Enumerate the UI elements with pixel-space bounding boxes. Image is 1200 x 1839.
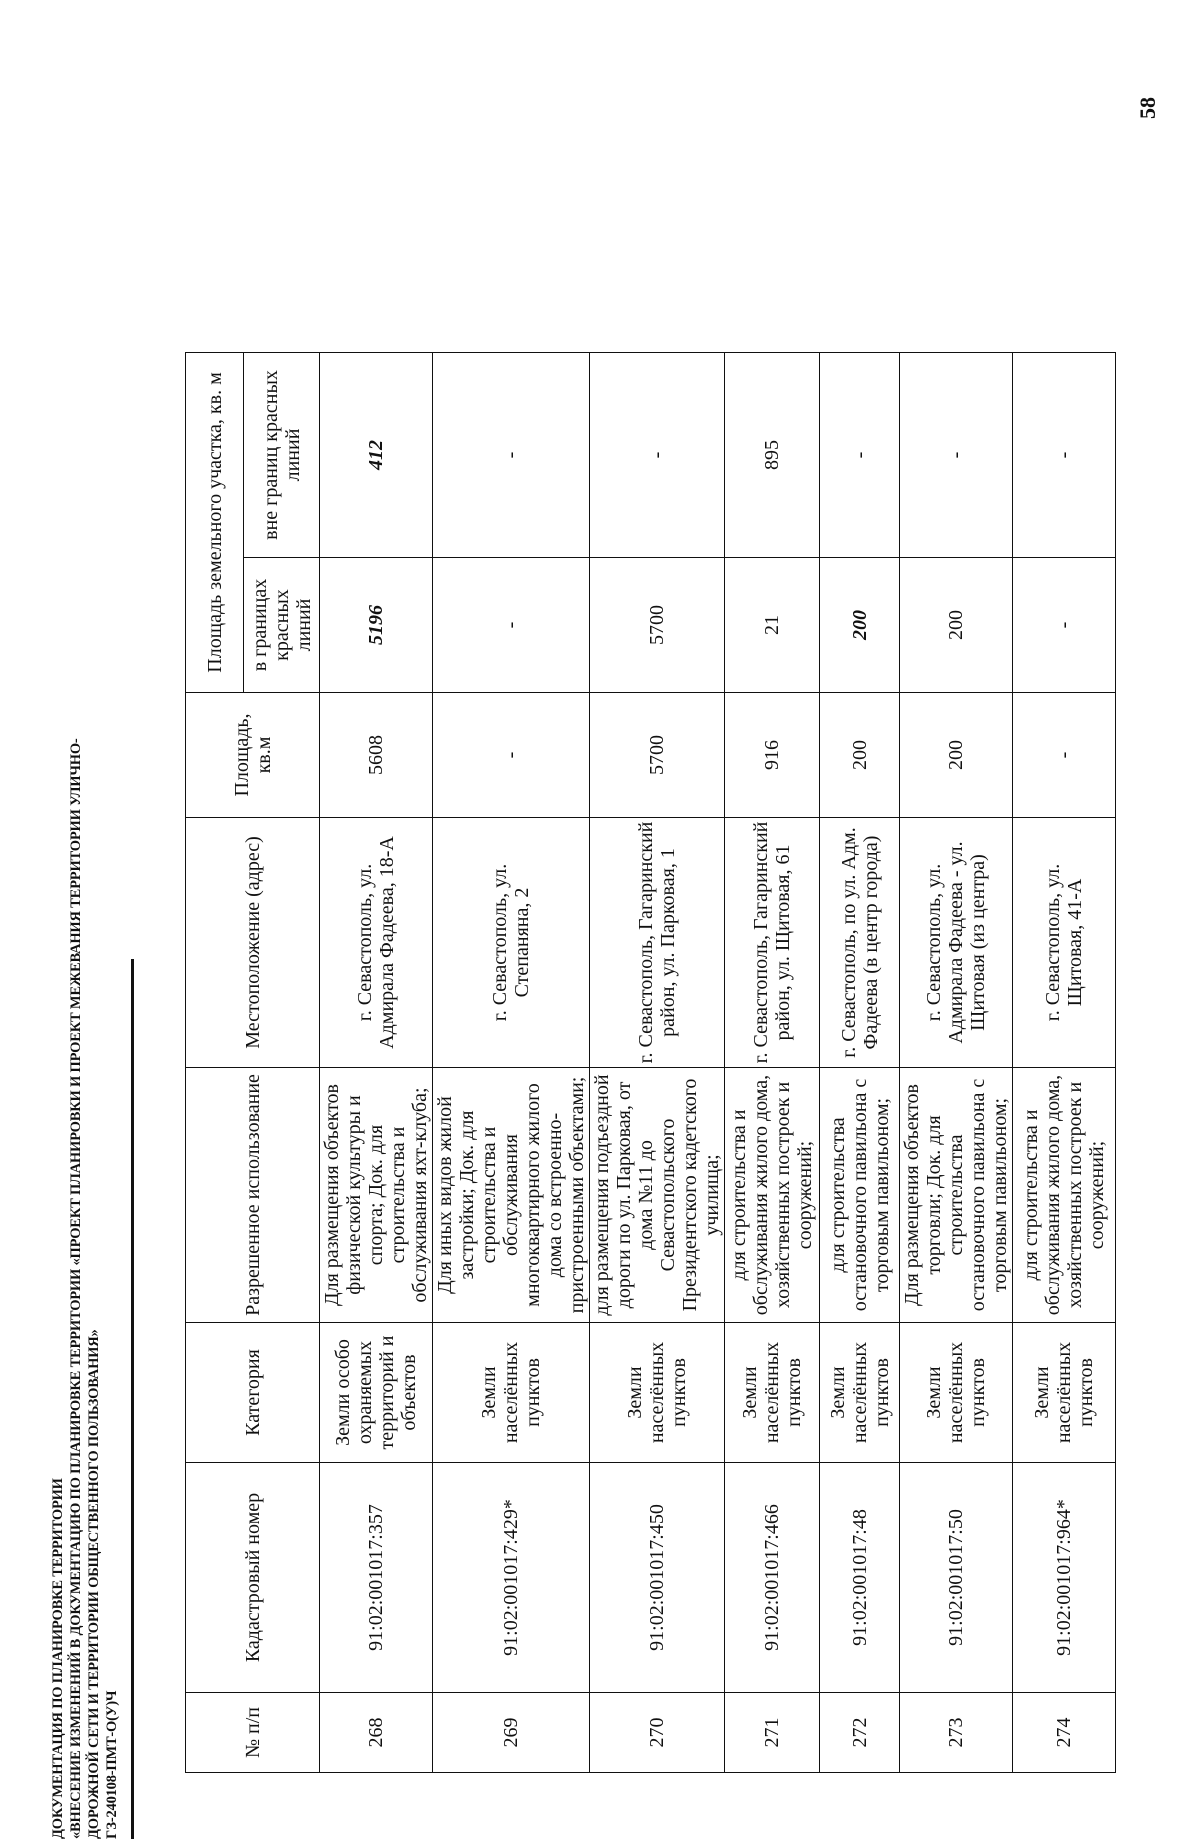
header-inside-red-lines: в границах красных линий	[244, 558, 320, 693]
cell-inside: -	[433, 558, 590, 693]
cell-cadastral: 91:02:001017:357	[320, 1463, 433, 1693]
page-number: 58	[1135, 97, 1160, 119]
header-num: № п/п	[186, 1693, 320, 1773]
cell-num: 269	[433, 1693, 590, 1773]
table-row	[900, 352, 1013, 1772]
header-location: Местоположение (адрес)	[186, 818, 320, 1068]
cell-cadastral: 91:02:001017:50	[900, 1463, 1013, 1693]
cell-area: 916	[725, 693, 820, 818]
cell-area: 200	[820, 693, 900, 818]
cell-area: -	[433, 693, 590, 818]
cell-area: 5608	[320, 693, 433, 818]
header-line-2: «ВНЕСЕНИЕ ИЗМЕНЕНИЙ В ДОКУМЕНТАЦИЮ ПО ПЛАНИРОВКЕ ТЕРРИТОРИИ «ПРОЕКТ ПЛАНИРОВКИ И ПРОЕКТ МЕЖЕВАНИЯ ТЕРРИТОРИИ УЛИЧНО-	[68, 738, 84, 1839]
cell-cadastral: 91:02:001017:466	[725, 1463, 820, 1693]
cell-num: 268	[320, 1693, 433, 1773]
cell-category: Земли населённых пунктов	[820, 1323, 900, 1463]
header-area: Площадь, кв.м	[186, 693, 320, 818]
header-land-area: Площадь земельного участка, кв. м	[186, 352, 244, 692]
cell-location: г. Севастополь, ул. Адмирала Фадеева - ул. Щитовая (из центра)	[900, 818, 1013, 1068]
cell-num: 270	[590, 1693, 725, 1773]
cell-area: 5700	[590, 693, 725, 818]
cell-usage: для строительства и обслуживания жилого дома, хозяйственных построек и сооружений;	[1013, 1068, 1116, 1323]
cell-location: г. Севастополь, ул. Адмирала Фадеева, 18-А	[320, 818, 433, 1068]
cell-category: Земли населённых пунктов	[900, 1323, 1013, 1463]
cell-category: Земли населённых пунктов	[590, 1323, 725, 1463]
cell-usage: Для иных видов жилой застройки; Док. для строительства и обслуживания многоквартирного жилого дома со встроенно-пристроенными объектами;	[433, 1068, 590, 1323]
cell-inside: 21	[725, 558, 820, 693]
cell-category: Земли особо охраняемых территорий и объектов	[320, 1323, 433, 1463]
cell-cadastral: 91:02:001017:48	[820, 1463, 900, 1693]
cell-outside: -	[1013, 352, 1116, 557]
cell-inside: 5700	[590, 558, 725, 693]
cell-outside: -	[820, 352, 900, 557]
table-row	[725, 352, 820, 1772]
cell-outside: -	[433, 352, 590, 557]
table-row	[820, 352, 900, 1772]
header-line-1: ДОКУМЕНТАЦИЯ ПО ПЛАНИРОВКЕ ТЕРРИТОРИИ	[50, 1478, 66, 1839]
header-cadastral: Кадастровый номер	[186, 1463, 320, 1693]
cell-usage: для размещения подъездной дороги по ул. Парковая, от дома №11 до Севастопольского Президентского кадетского училища;	[590, 1068, 725, 1323]
cell-category: Земли населённых пунктов	[433, 1323, 590, 1463]
cell-location: г. Севастополь, по ул. Адм. Фадеева (в центр города)	[820, 818, 900, 1068]
document-header	[49, 359, 159, 1839]
cell-location: г. Севастополь, ул. Степаняна, 2	[433, 818, 590, 1068]
cell-outside: -	[590, 352, 725, 557]
cell-outside: 895	[725, 352, 820, 557]
header-usage: Разрешенное использование	[186, 1068, 320, 1323]
cell-usage: для строительства остановочного павильона с торговым павильоном;	[820, 1068, 900, 1323]
cell-location: г. Севастополь, Гагаринский район, ул. Парковая, 1	[590, 818, 725, 1068]
header-line-3: ДОРОЖНОЙ СЕТИ И ТЕРРИТОРИИ ОБЩЕСТВЕННОГО ПОЛЬЗОВАНИЯ»	[86, 1329, 102, 1839]
cell-cadastral: 91:02:001017:450	[590, 1463, 725, 1693]
cell-location: г. Севастополь, Гагаринский район, ул. Щитовая, 61	[725, 818, 820, 1068]
table-row	[1013, 352, 1116, 1772]
cell-num: 271	[725, 1693, 820, 1773]
table-row	[590, 352, 725, 1772]
cell-cadastral: 91:02:001017:964*	[1013, 1463, 1116, 1693]
cell-outside: -	[900, 352, 1013, 557]
header-divider	[131, 959, 134, 1839]
cell-category: Земли населённых пунктов	[725, 1323, 820, 1463]
cell-outside: 412	[320, 352, 433, 557]
cell-cadastral: 91:02:001017:429*	[433, 1463, 590, 1693]
cell-area: -	[1013, 693, 1116, 818]
header-outside-red-lines: вне границ красных линий	[244, 352, 320, 557]
cell-num: 274	[1013, 1693, 1116, 1773]
cell-usage: Для размещения объектов физической культуры и спорта; Док. для строительства и обслуживания яхт-клуба;	[320, 1068, 433, 1323]
land-plots-table-container	[185, 353, 1108, 1773]
cell-inside: 200	[820, 558, 900, 693]
cell-inside: 200	[900, 558, 1013, 693]
cell-inside: 5196	[320, 558, 433, 693]
cell-usage: Для размещения объектов торговли; Док. для строительства остановочного павильона с торговым павильоном;	[900, 1068, 1013, 1323]
cell-location: г. Севастополь, ул. Щитовая, 41-А	[1013, 818, 1116, 1068]
header-line-4: ГЗ-240108-ПМТ-О(У)Ч	[104, 1690, 120, 1839]
cell-num: 273	[900, 1693, 1013, 1773]
cell-usage: для строительства и обслуживания жилого дома, хозяйственных построек и сооружений;	[725, 1068, 820, 1323]
table-row	[320, 352, 433, 1772]
land-plots-table	[185, 352, 1116, 1773]
cell-inside: -	[1013, 558, 1116, 693]
table-row	[433, 352, 590, 1772]
cell-category: Земли населённых пунктов	[1013, 1323, 1116, 1463]
header-category: Категория	[186, 1323, 320, 1463]
cell-num: 272	[820, 1693, 900, 1773]
cell-area: 200	[900, 693, 1013, 818]
